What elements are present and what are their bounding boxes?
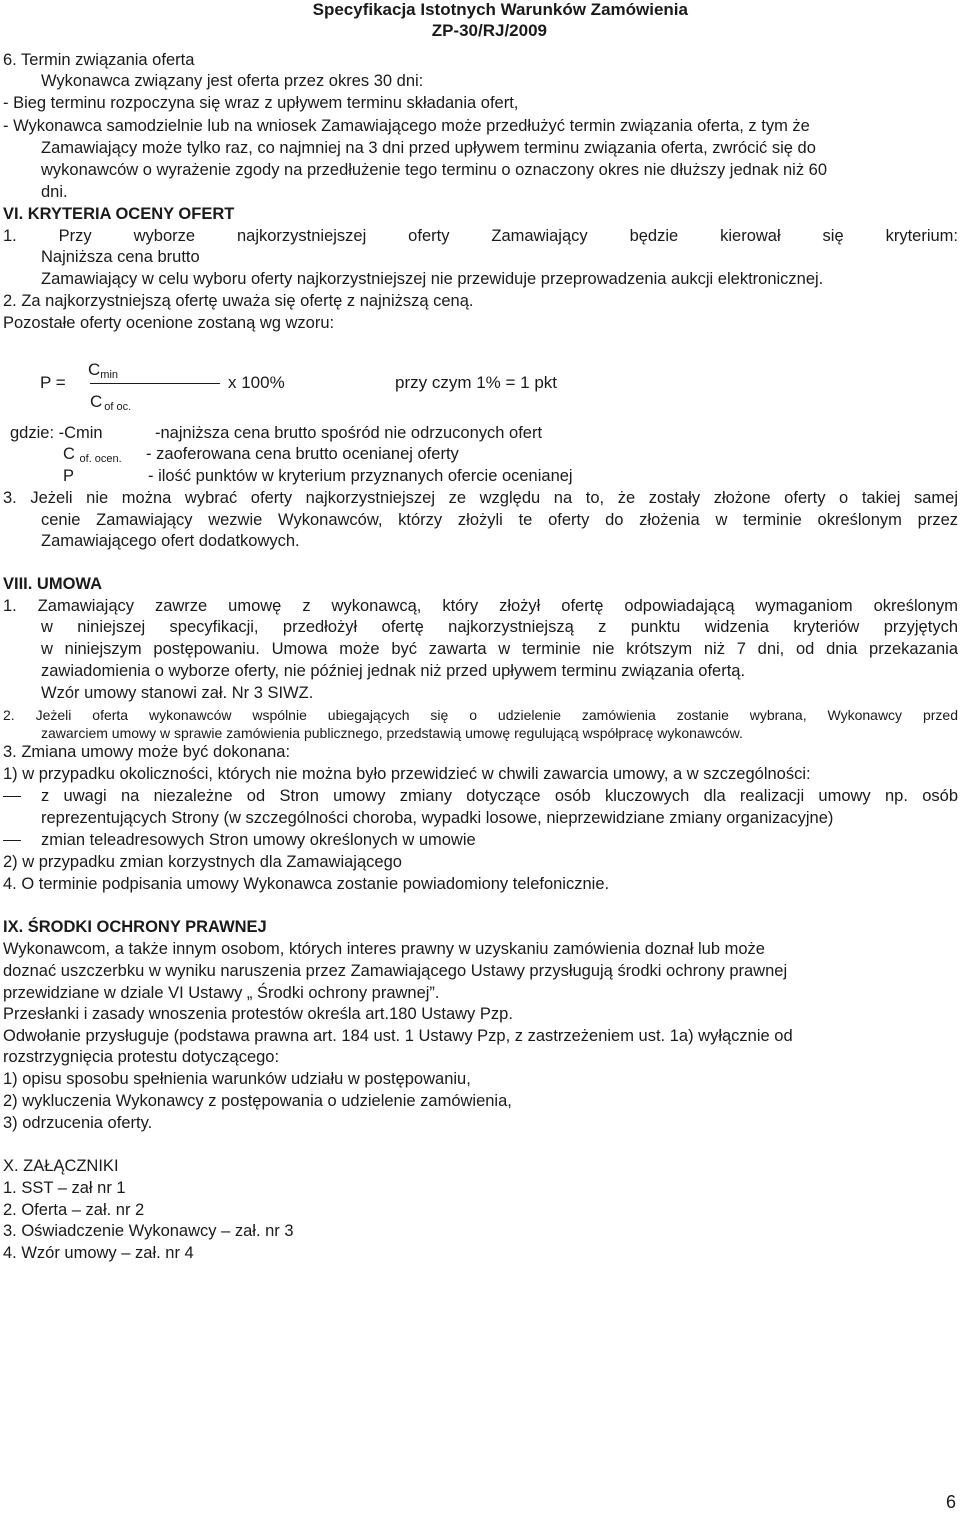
section-x-heading: X. ZAŁĄCZNIKI [3,1157,119,1175]
formula-c-min: $C_{min}$ [88,360,119,381]
section-6-line: wykonawców o wyrażenie zgody na przedłużenie tego terminu o oznaczony okres nie dłuższy jednak niż 60 [41,161,828,179]
contract-paragraph-1: w niniejszym postępowaniu. Umowa może być zawarta w terminie nie krótszym niż 7 dni, od dnia przekazania [41,640,958,658]
criteria-paragraph-3: Pozostałe oferty ocenione zostaną wg wzoru: [3,314,335,332]
legend-cof-label: C $_{of. ocen.}$ [63,445,122,465]
fraction-bar [90,383,220,384]
section-ix-heading: IX. ŚRODKI OCHRONY PRAWNEJ [3,918,267,936]
legend-p-desc: - ilość punktów w kryterium przyznanych ofercie ocenianej [148,467,573,485]
legend-cmin-desc: -najniższa cena brutto spośród nie odrzuconych ofert [155,424,543,442]
contract-paragraph-1: zawiadomienia o wyborze oferty, nie później jednak niż przed upływem terminu związania ofertą. [41,662,746,680]
legal-line: doznać uszczerbku w wyniku naruszenia przez Zamawiającego Ustawy przysługują środki ochrony prawnej [3,962,788,980]
section-6-heading: 6. Termin związania oferta [3,51,195,69]
criteria-paragraph-4: cenie Zamawiający wezwie Wykonawców, którzy złożyli te oferty do złożenia w terminie określonym przez [41,511,958,529]
contract-paragraph-3: 3. Zmiana umowy może być dokonana: [3,743,291,761]
document-reference: ZP-30/RJ/2009 [431,21,547,40]
legal-line: 3) odrzucenia oferty. [3,1114,153,1132]
formula-p-equals: P = [40,373,66,392]
legal-line: Wykonawcom, a także innym osobom, których interes prawny w uzyskaniu zamówienia doznał lub może [3,940,765,958]
contract-paragraph-3: 1) w przypadku okoliczności, których nie można było przewidzieć w chwili zawarcia umowy, a w szczególności: [3,765,811,783]
legal-line: Odwołanie przysługuje (podstawa prawna art. 184 ust. 1 Ustawy Pzp, z zastrzeżeniem ust. 1a) wyłącznie od [3,1027,793,1045]
formula-c-of: C $_{of oc.}$ [90,392,132,413]
legal-line: Przesłanki i zasady wnoszenia protestów określa art.180 Ustawy Pzp. [3,1005,513,1023]
criteria-paragraph-4: Zamawiającego ofert dodatkowych. [41,532,300,550]
contract-list-item: reprezentujących Strony (w szczególności choroba, wypadki losowe, nieprzewidziane zmiany organizacyjne) [41,809,834,827]
contract-paragraph-2: 2. Jeżeli oferta wykonawców wspólnie ubiegających się o udzielenie zamówienia zostanie wybrana, Wykonawcy przed [3,707,958,723]
legend-cof-desc: - zaoferowana cena brutto ocenianej oferty [146,445,459,463]
bullet-dash [3,840,21,841]
attachment-item: 2. Oferta – zał. nr 2 [3,1201,145,1219]
section-6-line: - Bieg terminu rozpoczyna się wraz z upływem terminu składania ofert, [3,94,519,112]
formula-multiplier: x 100% [228,373,285,392]
attachment-item: 3. Oświadczenie Wykonawcy – zał. nr 3 [3,1222,294,1240]
contract-paragraph-1: w niniejszej specyfikacji, przedłożył ofertę najkorzystniejszą z punktu widzenia kryteriów przyjętych [41,618,958,636]
section-6-line: Wykonawca związany jest oferta przez okres 30 dni: [41,72,424,90]
criteria-paragraph-1: 1. Przy wyborze najkorzystniejszej oferty Zamawiający będzie kierował się kryterium: [3,227,958,245]
section-6-line: dni. [41,183,68,201]
legal-line: 2) wykluczenia Wykonawcy z postępowania o udzielenie zamówienia, [3,1092,512,1110]
criteria-paragraph-4: 3. Jeżeli nie można wybrać oferty najkorzystniejszej ze względu na to, że zostały złożone oferty o takiej samej [3,489,958,507]
section-vi-heading: VI. KRYTERIA OCENY OFERT [3,205,235,223]
contract-list-item: zmian teleadresowych Stron umowy określonych w umowie [41,831,476,849]
bullet-dash [3,796,21,797]
contract-paragraph-2: zawarciem umowy w sprawie zamówienia publicznego, przedstawią umowę regulującą współpracę wykonawców. [41,725,743,741]
contract-list-item: z uwagi na niezależne od Stron umowy zmiany dotyczące osób kluczowych dla realizacji umowy np. osób [41,787,958,805]
legal-line: przewidziane w dziale VI Ustawy „ Środki ochrony prawnej”. [3,984,440,1002]
contract-paragraph-3: 2) w przypadku zmian korzystnych dla Zamawiającego [3,853,402,871]
section-viii-heading: VIII. UMOWA [3,575,102,593]
criteria-paragraph-2: 2. Za najkorzystniejszą ofertę uważa się ofertę z najniższą ceną. [3,292,474,310]
legal-line: 1) opisu sposobu spełnienia warunków udziału w postępowaniu, [3,1070,471,1088]
legal-line: rozstrzygnięcia protestu dotyczącego: [3,1048,280,1066]
attachment-item: 4. Wzór umowy – zał. nr 4 [3,1244,194,1262]
criteria-line: Zamawiający w celu wyboru oferty najkorzystniejszej nie przewiduje przeprowadzenia aukcji elektronicznej. [41,270,824,288]
section-6-line: Zamawiający może tylko raz, co najmniej na 3 dni przed upływem terminu związania oferta, zwrócić się do [41,139,816,157]
legend-cmin-label: gdzie: -Cmin [10,424,103,442]
contract-paragraph-4: 4. O terminie podpisania umowy Wykonawca zostanie powiadomiony telefonicznie. [3,875,610,893]
contract-paragraph-1: Wzór umowy stanowi zał. Nr 3 SIWZ. [41,684,314,702]
formula-note: przy czym 1% = 1 pkt [395,373,558,392]
page-number: 6 [945,1492,956,1512]
attachment-item: 1. SST – zał nr 1 [3,1179,126,1197]
section-6-line: - Wykonawca samodzielnie lub na wniosek Zamawiającego może przedłużyć termin związania oferta, z tym że [3,117,810,135]
document-title: Specyfikacja Istotnych Warunków Zamówienia [312,0,688,19]
criteria-line: Najniższa cena brutto [41,248,200,266]
contract-paragraph-1: 1. Zamawiający zawrze umowę z wykonawcą, który złożył ofertę odpowiadającą wymaganiom określonym [3,597,958,615]
legend-p-label: P [63,467,75,485]
